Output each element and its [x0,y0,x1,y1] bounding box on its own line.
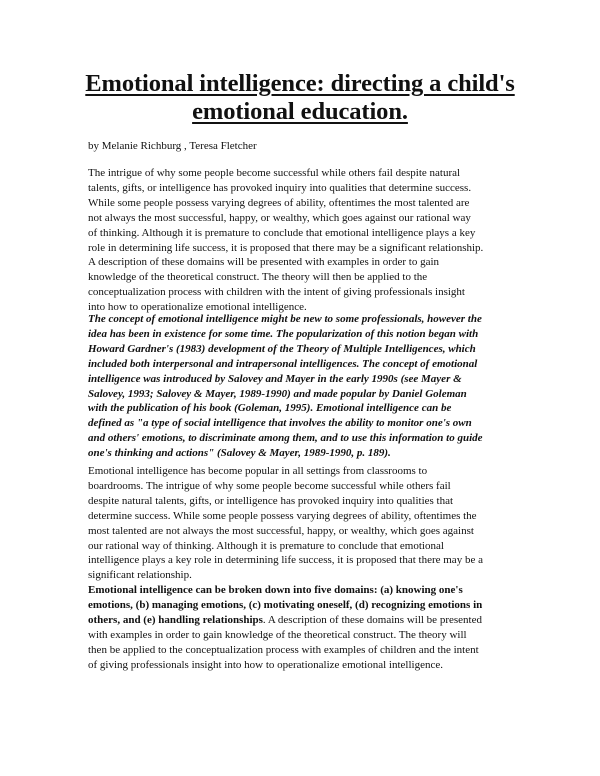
text-line: our rational way of thinking. Although it is premature to conclude that emotional [88,539,444,552]
paragraph-popularity [88,464,520,583]
text-line: significant relationship. [88,569,192,582]
text-line: with examples in order to gain knowledge of the theoretical construct. The theory will [88,628,467,641]
text-line: into how to operationalize emotional intelligence. [88,301,307,314]
text-line: idea has been in existence for some time. The popularization of this notion began with [88,327,479,340]
text-line-bold: emotions, (b) managing emotions, (c) motivating oneself, (d) recognizing emotions in [88,598,483,611]
text-line: not always the most successful, happy, or wealthy, which goes against our rational way [88,211,471,224]
text-line: boardrooms. The intrigue of why some people become successful while others fail [88,479,451,492]
document-title [70,70,530,126]
text-line: knowledge of the theoretical construct. The theory will then be applied to the [88,271,428,284]
text-line: with the publication of his book (Goleman, 1995). Emotional intelligence can be [88,402,452,415]
text-line: Salovey, 1993; Salovey & Mayer, 1989-1990) and made popular by Daniel Goleman [88,387,467,400]
text-line-bold: Emotional intelligence can be broken down into five domains: (a) knowing one's [88,584,463,596]
text-line: then be applied to the conceptualization process with examples of children and the intent [88,643,479,656]
text-line: A description of these domains will be presented with examples in order to gain [88,256,440,269]
text-line: intelligence was introduced by Salovey and Mayer in the early 1990s (see Mayer & [88,372,462,385]
text-line: Emotional intelligence has become popular in all settings from classrooms to [88,465,428,477]
text-line: Howard Gardner's (1983) development of the Theory of Multiple Intelligences, which [88,342,476,355]
text-line: of thinking. Although it is premature to conclude that emotional intelligence plays a key [88,226,476,239]
text-line: most talented are not always the most successful, happy, or wealthy, which goes against [88,524,474,537]
text-line: and others' emotions, to discriminate among them, and to use this information to guide [88,432,483,445]
text-line: role in determining life success, it is proposed that there may be a significant relationship. [88,241,484,254]
text-line: While some people possess varying degrees of ability, oftentimes the most talented are [88,196,470,209]
text-line: talents, gifts, or intelligence has provoked inquiry into qualities that determine success. [88,181,472,194]
text-line: included both interpersonal and intrapersonal intelligences. The concept of emotional [88,357,478,370]
text-line: determine success. While some people possess varying degrees of ability, oftentimes the [88,509,477,522]
paragraph-concept-history [88,312,520,461]
text-line-bold: others, and (e) handling relationships [88,613,263,626]
paragraph-five-domains [88,583,520,672]
text-line: . A description of these domains will be presented [262,613,482,626]
text-line: of giving professionals insight into how to operationalize emotional intelligence. [88,658,443,671]
text-line: The concept of emotional intelligence might be new to some professionals, however the [88,313,482,325]
title-line-1: Emotional intelligence: directing a child's [85,70,515,97]
author-byline: by Melanie Richburg , Teresa Fletcher [88,140,257,152]
text-line: conceptualization process with children with the intent of giving professionals insight [88,286,465,299]
text-line: one's thinking and actions" (Salovey & Mayer, 1989-1990, p. 189). [88,447,391,460]
text-line: intelligence plays a key role in determining life success, it is proposed that there may be a [88,554,483,567]
text-line: despite natural talents, gifts, or intelligence has provoked inquiry into qualities that [88,494,454,507]
paragraph-intro [88,166,520,315]
text-line: The intrigue of why some people become successful while others fail despite natural [88,167,461,179]
text-line: defined as "a type of social intelligence that involves the ability to monitor one's own [88,417,472,430]
title-line-2: emotional education. [192,98,408,125]
